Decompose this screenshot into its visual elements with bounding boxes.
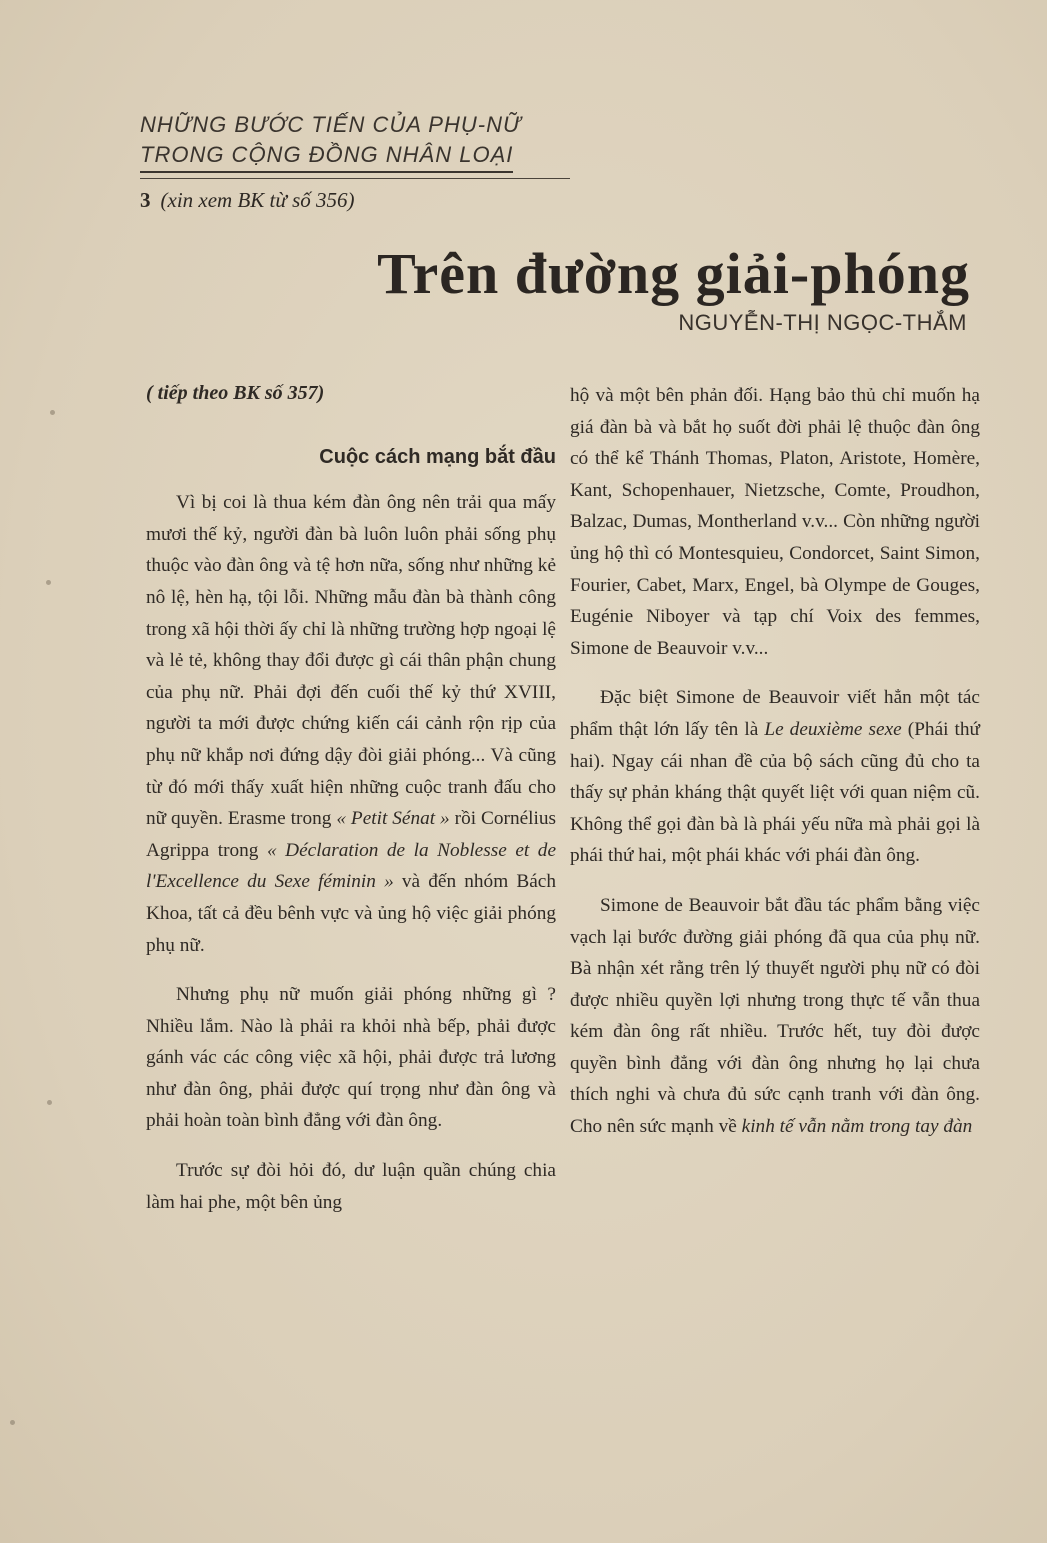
paragraph-text: Simone de Beauvoir bắt đầu tác phẩm bằng việc vạch lại bước đường giải phóng đã qua của phụ nữ. Bà nhận xét rằng trên lý thuyết người phụ nữ có đòi được nhiều quyền lợi nhưng trong thực tế vẫn thua kém đàn ông rất nhiều. Trước hết, tuy đòi được quyền bình đẳng với đàn ông nhưng họ lại chưa thích nghi và chưa đủ sức cạnh tranh với đàn ông. Cho nên sức mạnh về (570, 894, 980, 1138)
paragraph-text: (Phái thứ hai). Ngay cái nhan đề của bộ sách cũng đủ cho ta thấy sự phản kháng thật quyết liệt với quan niệm cũ. Không thể gọi đàn bà là phái yếu nữa mà phải gọi là phái thứ hai, một phái khác với phái đàn ông. (570, 718, 980, 867)
paragraph: Trước sự đòi hỏi đó, dư luận quần chúng chia làm hai phe, một bên ủng (146, 1160, 556, 1213)
italic-title: Le deuxième sexe (764, 718, 902, 740)
article-title: Trên đường giải-phóng (377, 241, 970, 306)
paragraph-text: rồi Cornélius Agrippa trong (146, 808, 556, 861)
series-line-1: NHỮNG BƯỚC TIẾN CỦA PHỤ-NỮ (140, 112, 522, 137)
paragraph-text: Đặc biệt Simone de Beauvoir viết hẳn một tác phẩm thật lớn lấy tên là (570, 687, 980, 740)
article-author: NGUYỄN-THỊ NGỌC-THẮM (678, 310, 967, 335)
series-underline (140, 178, 570, 179)
paragraph-text: và đến nhóm Bách Khoa, tất cả đều bênh vực và ủng hộ việc giải phóng phụ nữ. (146, 871, 556, 956)
italic-title: « Déclaration de la Noblesse et de l'Excellence du Sexe féminin » (146, 839, 557, 893)
italic-phrase: kinh tế vẫn nằm trong tay đàn (741, 1116, 973, 1138)
paragraph (570, 682, 980, 872)
paper-speck (10, 1420, 15, 1425)
paper-speck (46, 580, 51, 585)
issue-ref-text: (xin xem BK từ số 356) (160, 188, 355, 212)
paragraph: hộ và một bên phản đối. Hạng bảo thủ chỉ muốn hạ giá đàn bà và bắt họ suốt đời phải lệ thuộc đàn ông có thể kể Thánh Thomas, Platon, Aristote, Homère, Kant, Schopenhauer, Nietzsche, Comte, Proudhon, Balzac, Dumas, Montherland v.v... Còn những người ủng hộ thì có Montesquieu, Condorcet, Saint Simon, Fourier, Cabet, Marx, Engel, bà Olympe de Gouges, Eugénie Niboyer và tạp chí Voix des femmes, Simone de Beauvoir v.v... (570, 385, 980, 659)
issue-number: 3 (140, 188, 151, 212)
series-title (140, 110, 580, 173)
right-column (570, 380, 980, 1161)
paragraph-text: Vì bị coi là thua kém đàn ông nên trải qua mấy mươi thế kỷ, người đàn bà luôn luôn phải sống phụ thuộc vào đàn ông và tệ hơn nữa, sống như những kẻ nô lệ, hèn hạ, tội lỗi. Những mẫu đàn bà thành công trong xã hội thời ấy chỉ là những trường hợp ngoại lệ và lẻ tẻ, không thay đổi được gì cái thân phận chung của phụ nữ. Phải đợi đến cuối thế kỷ thứ XVIII, người ta mới được chứng kiến cái cảnh rộn rịp của phụ nữ khắp nơi đứng dậy đòi giải phóng... Và cũng từ đó mới thấy xuất hiện những cuộc tranh đấu cho nữ quyền. Erasme trong (146, 492, 556, 830)
paper-speck (47, 1100, 52, 1105)
section-subheading: Cuộc cách mạng bắt đầu (319, 445, 556, 468)
paragraph: Nhưng phụ nữ muốn giải phóng những gì ? Nhiều lắm. Nào là phải ra khỏi nhà bếp, phải được gánh vác các công việc xã hội, phải được trả lương như đàn ông, phải được quí trọng như đàn ông và phải hoàn toàn bình đẳng với đàn ông. (146, 984, 556, 1132)
italic-title: « Petit Sénat » (336, 808, 450, 830)
issue-reference (140, 188, 355, 213)
series-line-2: TRONG CỘNG ĐỒNG NHÂN LOẠI (140, 140, 513, 173)
paragraph (146, 487, 556, 961)
left-column (146, 378, 556, 1236)
continued-note: ( tiếp theo BK số 357) (146, 382, 325, 404)
paper-speck (50, 410, 55, 415)
paragraph (570, 890, 980, 1143)
